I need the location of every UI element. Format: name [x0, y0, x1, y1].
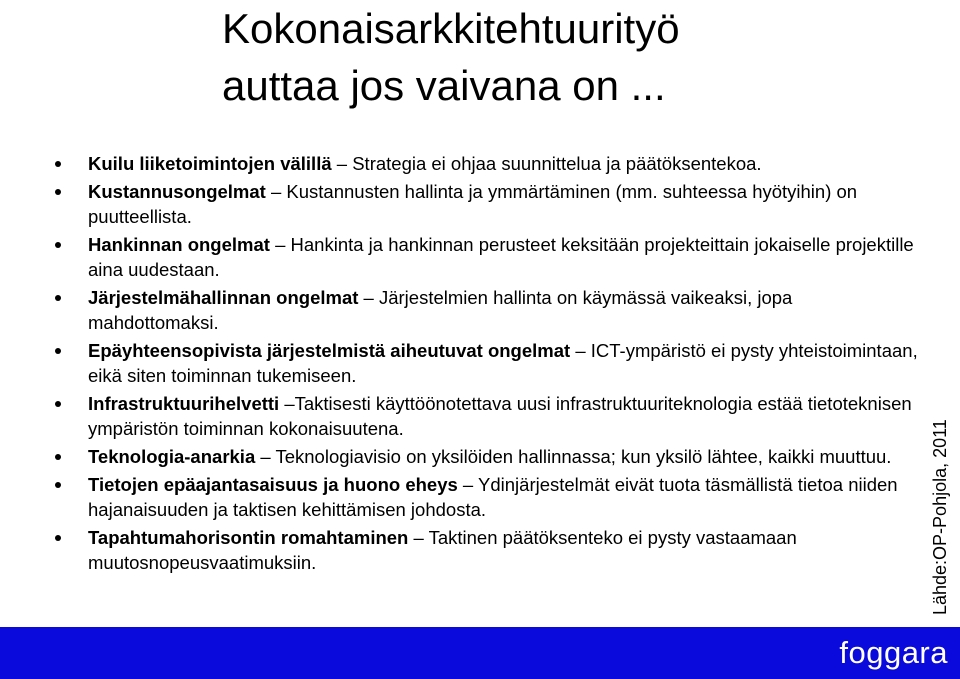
bullet-dot-icon	[55, 482, 61, 488]
bullet-item	[88, 472, 918, 522]
bullet-term: Kuilu liiketoimintojen välillä	[88, 153, 332, 174]
slide-title	[222, 0, 842, 114]
bullet-item	[88, 179, 918, 229]
bullet-item	[88, 444, 918, 469]
bullet-text: – Taktinen päätöksenteko ei pysty vastaamaan muutosnopeusvaatimuksiin.	[88, 527, 797, 573]
slide-title-line-2: auttaa jos vaivana on ...	[222, 62, 666, 109]
bullet-term: Tietojen epäajantasaisuus ja huono eheys	[88, 474, 458, 495]
bullet-item	[88, 525, 918, 575]
bullet-text: –Taktisesti käyttöönotettava uusi infrastruktuuriteknologia estää tietoteknisen ympäristön toiminnan kokonaisuutena.	[88, 393, 912, 439]
bullet-dot-icon	[55, 295, 61, 301]
bullet-text: – ICT-ympäristö ei pysty yhteistoimintaan, eikä siten toiminnan tukemiseen.	[88, 340, 918, 386]
source-citation: Lähde:OP-Pohjola, 2011	[930, 419, 950, 615]
bullet-dot-icon	[55, 161, 61, 167]
bullet-term: Infrastruktuurihelvetti	[88, 393, 280, 414]
bullet-dot-icon	[55, 401, 61, 407]
bullet-term: Teknologia-anarkia	[88, 446, 256, 467]
bullet-text: – Teknologiavisio on yksilöiden hallinnassa; kun yksilö lähtee, kaikki muuttuu.	[255, 446, 892, 467]
bullet-term: Tapahtumahorisontin romahtaminen	[88, 527, 409, 548]
footer-bar	[0, 627, 960, 679]
bullet-text: – Kustannusten hallinta ja ymmärtäminen (mm. suhteessa hyötyihin) on puutteellista.	[88, 181, 858, 227]
bullet-text: – Ydinjärjestelmät eivät tuota täsmällistä tietoa niiden hajanaisuuden ja taktisen kehittämisen johdosta.	[88, 474, 898, 520]
bullet-term: Epäyhteensopivista järjestelmistä aiheutuvat ongelmat	[88, 340, 571, 361]
brand-logo: foggara	[839, 635, 948, 670]
bullet-text: – Strategia ei ohjaa suunnittelua ja päätöksentekoa.	[331, 153, 762, 174]
bullet-term: Järjestelmähallinnan ongelmat	[88, 287, 359, 308]
bullet-dot-icon	[55, 189, 61, 195]
bullet-dot-icon	[55, 535, 61, 541]
bullet-item	[88, 232, 918, 282]
bullet-dot-icon	[55, 242, 61, 248]
bullet-item	[88, 151, 918, 176]
bullet-text: – Järjestelmien hallinta on käymässä vaikeaksi, jopa mahdottomaksi.	[88, 287, 793, 333]
bullet-term: Hankinnan ongelmat	[88, 234, 270, 255]
bullet-item	[88, 285, 918, 335]
bullet-item	[88, 391, 918, 441]
bullet-list	[88, 151, 918, 578]
slide-title-line-1: Kokonaisarkkitehtuurityö	[222, 5, 680, 52]
bullet-text: – Hankinta ja hankinnan perusteet keksitään projekteittain jokaiselle projektille aina uudestaan.	[88, 234, 914, 280]
bullet-dot-icon	[55, 454, 61, 460]
bullet-dot-icon	[55, 348, 61, 354]
bullet-item	[88, 338, 918, 388]
bullet-term: Kustannusongelmat	[88, 181, 266, 202]
